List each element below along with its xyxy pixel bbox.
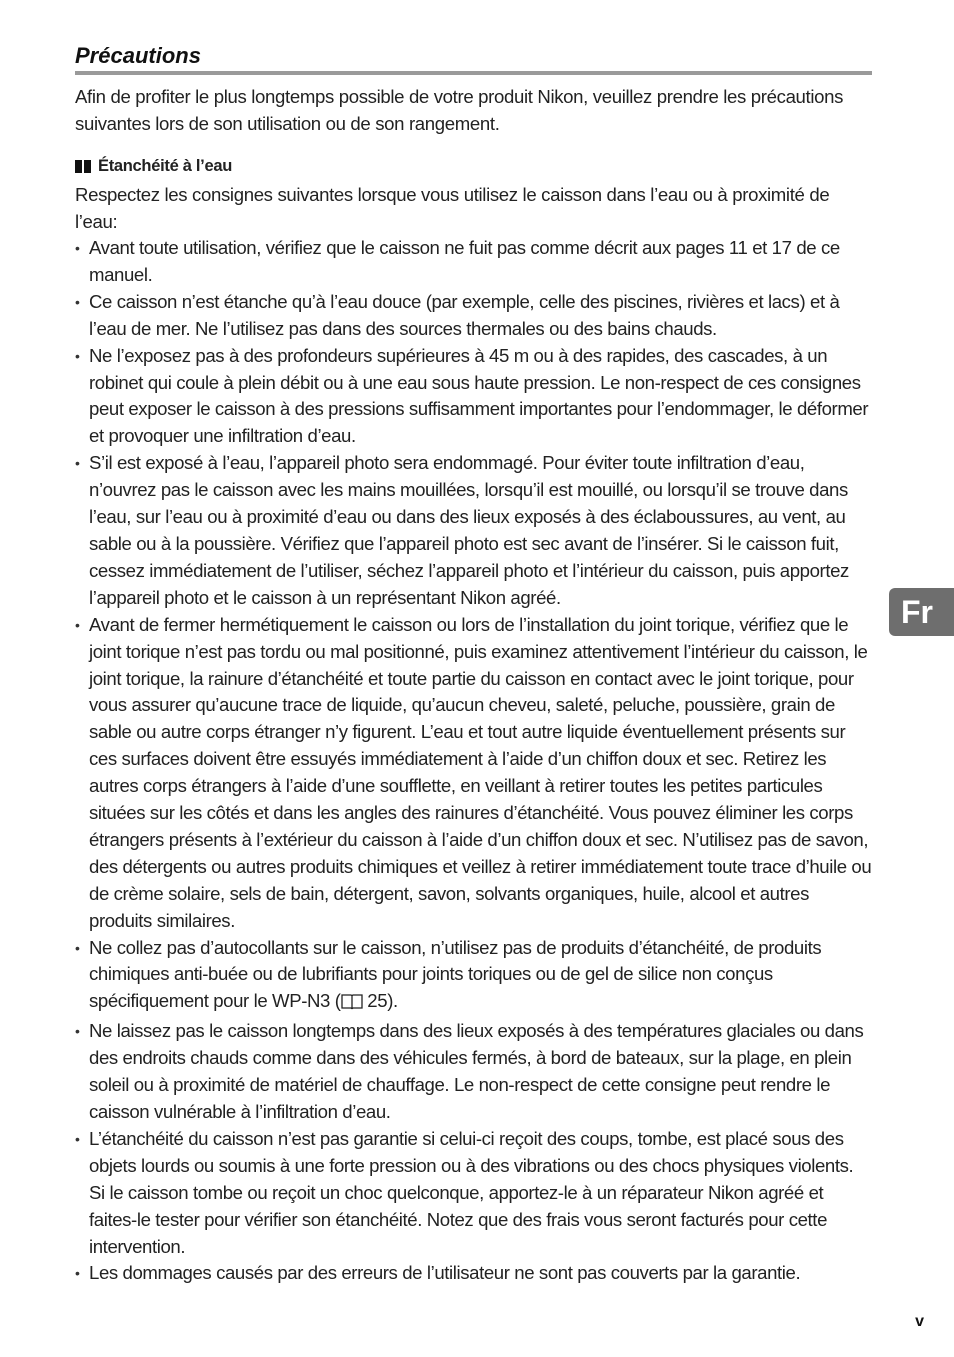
list-item-text-end: ). (387, 990, 398, 1012)
section-marker-icon (75, 160, 91, 173)
page-title: Précautions (75, 43, 201, 68)
list-item: • Ne l’exposez pas à des profondeurs supérieures à 45 m ou à des rapides, des cascades, à un robinet qui coule à plein débit ou à une eau sous haute pression. Le non-respect de ces consignes peut exposer le caisson à des pressions suffisamment importantes pour l’endommager, le déformer et provoquer une infiltration d’eau. (75, 343, 872, 451)
language-tab: Fr (889, 588, 954, 636)
section-heading (75, 155, 872, 177)
list-item (75, 935, 872, 1019)
intro-paragraph: Afin de profiter le plus longtemps possible de votre produit Nikon, veuillez prendre les précautions suivantes lors de son utilisation ou de son rangement. (75, 86, 844, 134)
section-intro: Respectez les consignes suivantes lorsque vous utilisez le caisson dans l’eau ou à proximité de l’eau: (75, 184, 830, 232)
title-underline (75, 71, 872, 75)
list-item: • S’il est exposé à l’eau, l’appareil photo sera endommagé. Pour éviter toute infiltration d’eau, n’ouvrez pas le caisson avec les mains mouillées, lorsqu’il est mouillé, ou lorsqu’il se trouve dans l’eau, sur l’eau ou à proximité d’eau ou dans des lieux exposés à des éclaboussures, au vent, au sable ou à la poussière. Vérifiez que l’appareil photo est sec avant de l’insérer. Si le caisson fuit, cessez immédiatement de l’utiliser, séchez l’appareil photo et l’intérieur du caisson, puis apportez l’appareil photo et le caisson à un représentant Nikon agréé. (75, 450, 872, 611)
list-item-text: Ne collez pas d’autocollants sur le caisson, n’utilisez pas de produits d’étanchéité, de produits chimiques anti-buée ou de lubrifiants pour joints toriques ou de gel de silice non conçus spécifiquement pour le WP-N3 ( (89, 936, 822, 1012)
list-item: • Avant de fermer hermétiquement le caisson ou lors de l’installation du joint torique, vérifiez que le joint torique n’est pas tordu ou mal positionné, puis examinez attentivement l’intérieur du caisson, le joint torique, la rainure d’étanchéité et toute partie du caisson en contact avec le joint torique, pour vous assurer qu’aucune trace de liquide, qu’aucun cheveu, saleté, peluche, poussière, grain de sable ou autre corps étranger n’y figurent. L’eau et tout autre liquide éventuellement présents sur ces surfaces doivent être essuyés immédiatement à l’aide d’un chiffon doux et sec. Retirez les autres corps étrangers à l’aide d’une soufflette, en veillant à retirer toutes les petites particules situées sur les côtés et dans les angles des rainures d’étanchéité. Vous pouvez éliminer les corps étrangers présents à l’extérieur du caisson à l’aide d’un chiffon doux et sec. N’utilisez pas de savon, des détergents ou autres produits chimiques et veillez à retirer immédiatement toute trace d’huile ou de crème solaire, sels de bain, détergent, savon, solvants organiques, huile, alcool et autres produits similaires. (75, 612, 872, 935)
book-icon (341, 991, 363, 1018)
list-item: • Ne laissez pas le caisson longtemps dans des lieux exposés à des températures glaciales ou dans des endroits chauds comme dans des véhicules fermés, à bord de bateaux, sur la plage, en plein soleil ou à proximité de matériel de chauffage. Le non-respect de cette consigne peut rendre le caisson vulnérable à l’infiltration d’eau. (75, 1018, 872, 1126)
page-reference[interactable]: 25 (362, 990, 388, 1012)
list-item: • Les dommages causés par des erreurs de l’utilisateur ne sont pas couverts par la garantie. (75, 1260, 872, 1287)
list-item: • Avant toute utilisation, vérifiez que le caisson ne fuit pas comme décrit aux pages 11 et 17 de ce manuel. (75, 235, 872, 289)
list-item: • Ce caisson n’est étanche qu’à l’eau douce (par exemple, celle des piscines, rivières et lacs) et à l’eau de mer. Ne l’utilisez pas dans des sources thermales ou des bains chauds. (75, 289, 872, 343)
list-item: • L’étanchéité du caisson n’est pas garantie si celui-ci reçoit des coups, tombe, est placé sous des objets lourds ou soumis à une forte pression ou à des vibrations ou des chocs physiques violents. Si le caisson tombe ou reçoit un choc quelconque, apportez-le à un réparateur Nikon agréé et faites-le tester pour vérifier son étanchéité. Notez que des frais vous seront facturés pour cette intervention. (75, 1126, 872, 1261)
precaution-list (75, 235, 872, 1287)
page-number: v (915, 1313, 924, 1330)
document-page (75, 42, 872, 1287)
section-heading-text: Étanchéité à l’eau (98, 157, 232, 175)
